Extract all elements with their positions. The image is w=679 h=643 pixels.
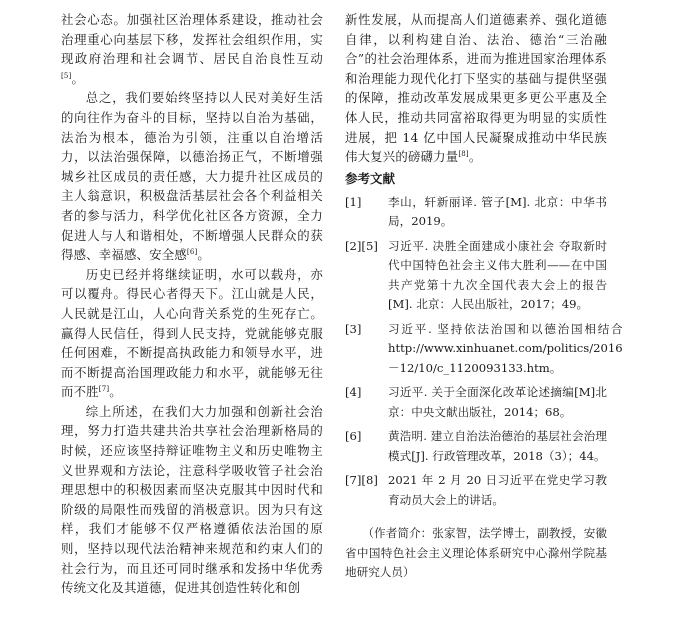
reference-text: 习近平. 决胜全面建成小康社会 夺取新时代中国特色社会主义伟大胜利——在中国共产党第十九次全国代表大会上的报告[M]. 北京：人民出版社，2017；49。 [388,238,607,312]
reference-number: [3] [345,321,362,336]
reference-text: 黄浩明. 建立自治法治德治的基层社会治理模式[J]. 行政管理改革，2018（3）；44。 [388,429,607,463]
reference-number: [2][5] [345,238,378,253]
citation-marker[interactable]: [6] [186,248,198,256]
citation-marker[interactable]: [7] [98,385,110,394]
body-paragraph: 社会心态。加强社区治理体系建设，推动社会治理重心向基层下移，发挥社会组织作用，实现政府治理和社会调节、居民自治良性互动[5]。 [61,12,323,86]
reference-number: [6] [345,429,362,444]
reference-item [345,237,607,315]
reference-text: 李山，轩新丽译. 管子[M]. 北京：中华书局，2019。 [388,194,607,229]
right-column [345,10,623,583]
body-paragraph: 历史已经并将继续证明，水可以载舟，亦可以覆舟。得民心者得天下。江山就是人民，人民就是江山，人心向背关系党的生死存亡。赢得人民信任，得到人民支持，党就能够克服任何困难，不断提高执政能力和领导水平，进而不断提高治国理政能力和水平，就能够无往而不胜[7]。 [61,266,323,400]
body-paragraph: 综上所述，在我们大力加强和创新社会治理，努力打造共建共治共享社会治理新格局的时候，还应该坚持辩证唯物主义和历史唯物主义世界观和方法论，注意科学吸收管子社会治理思想中的积极因素而坚决克服其中因时代和阶级的局限性而残留的消极意识。因为只有这样，我们才能够不仅严格遵循依法治国的原则，坚持以现代法治精神来规范和约束人们的社会行为，而且还可同时继承和发扬中华优秀传统文化及其道德，促进其创造性转化和创 [61,403,323,596]
reference-text[interactable]: 习近平. 坚持依法治国和以德治国相结合 http://www.xinhuanet.com/politics/2016－12/10/c_1120093133.htm。 [388,321,623,375]
reference-text: 习近平. 关于全面深化改革论述摘编[M]北京：中央文献出版社，2014；68。 [388,385,607,419]
author-bio: （作者简介：张家智，法学博士，副教授，安徽省中国特色社会主义理论体系研究中心滁州学院基地研究人员） [345,526,607,580]
references-heading: 参考文献 [345,170,396,186]
body-paragraph-continuation: 新性发展，从而提高人们道德素养、强化道德自律，以利构建自治、法治、德治“三治融合”的社会治理体系，进而为推进国家治理体系和治理能力现代化打下坚实的基础与提供坚强的保障，推动改革发展成果更多更公平惠及全体人民，推动共同富裕取得更为明显的实质性进展，把 14 亿中国人民凝聚成推动中华民族伟大复兴的磅礴力量[8]。 [345,12,607,165]
reference-list [345,193,623,511]
reference-item [345,193,607,232]
citation-marker[interactable]: [5] [61,71,72,80]
reference-item [345,471,607,510]
reference-item [345,383,607,422]
reference-item [345,427,607,466]
left-column [61,10,323,598]
citation-marker[interactable]: [8] [458,150,469,159]
reference-number: [1] [345,194,362,209]
reference-number: [7][8] [345,473,378,488]
reference-text: 2021 年 2 月 20 日习近平在党史学习教育动员大会上的讲话。 [388,473,607,507]
reference-number: [4] [345,385,362,400]
reference-item [345,320,623,379]
body-paragraph: 总之，我们要始终坚持以人民对美好生活的向往作为奋斗的目标，坚持以自治为基础，法治为根本，德治为引领，注重以自治增活力，以法治强保障，以德治扬正气，不断增强城乡社区成员的责任感，大力提升社区成员的主人翁意识，积极盘活基层社会各个利益相关者的参与活力，科学优化社区各方资源，全力促进人与人和谐相处，不断增强人民群众的获得感、幸福感、安全感[6]。 [61,90,323,263]
